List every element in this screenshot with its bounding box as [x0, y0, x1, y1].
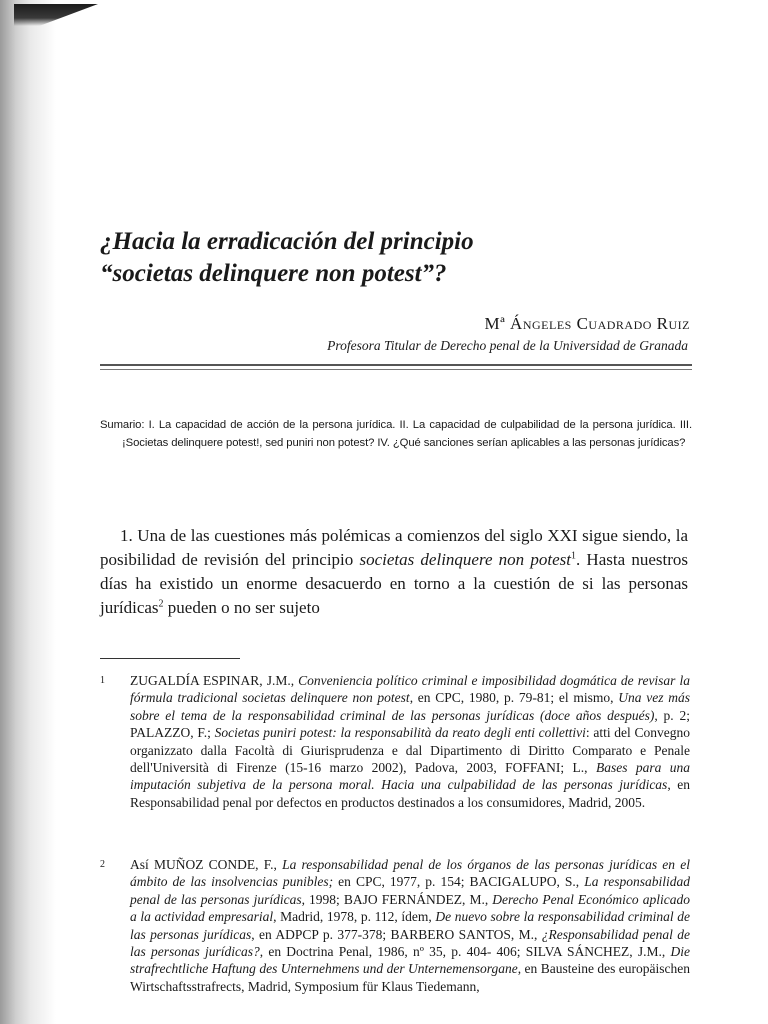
header-rule-thick [100, 364, 692, 366]
fn-text: , en Responsabilidad penal por defectos en productos destinados a los consumidores, Madrid, 2005. [130, 777, 690, 810]
book-spine-top-edge [14, 4, 98, 26]
footnote-ref-2: 2 [158, 598, 164, 610]
header-rule-thin [100, 369, 692, 370]
fn-italic: La responsabilidad penal de las personas jurídicas [130, 874, 690, 907]
fn-italic: ¿Responsabilidad penal de las personas jurídicas? [130, 926, 691, 960]
author-name-rest: ngeles Cuadrado Ruiz [522, 314, 690, 333]
para-text: . Hasta nuestros días ha existido un enorme desacuerdo en torno a la cuestión de si las personas jurídicas [100, 550, 688, 617]
fn-italic: Conveniencia político criminal e imposibilidad dogmática de revisar la fórmula tradicional societas delinquere non potest [130, 673, 690, 706]
fn-italic: La responsabilidad penal de los órganos de las personas jurídicas en el ámbito de las insolvencias punibles; [130, 857, 690, 890]
fn-text: , p. 2; PALAZZO, F.; [130, 707, 690, 741]
fn-text: , en ADPCP p. 377-378; BARBERO SANTOS, M., [251, 926, 542, 942]
para-italic-term: societas delinquere non potest [359, 550, 571, 569]
author-name [484, 314, 690, 334]
fn-text: , en Bausteine des europäischen Wirtschaftsstrafrects, Madrid, Symposium für Klaus Tiedemann, [130, 961, 690, 994]
footnote-1 [100, 672, 690, 811]
fn-italic: Societas puniri potest: la responsabilità da reato degli enti collettivi [214, 725, 586, 741]
fn-text: , en CPC, 1980, p. 79-81; el mismo, [409, 690, 619, 706]
footnote-number: 2 [100, 859, 105, 870]
footnote-number: 1 [100, 675, 105, 686]
para-text: pueden o no ser sujeto [163, 598, 320, 617]
summary: Sumario: I. La capacidad de acción de la persona jurídica. II. La capacidad de culpabilidad de la persona jurídica. III. ¡Societas delinquere potest!, sed puniri non potest? IV. ¿Qué sanciones serían aplicables a las personas jurídicas? [100, 419, 692, 449]
book-spine-shadow [0, 0, 56, 1024]
fn-text: , Madrid, 1978, p. 112, ídem, [273, 909, 436, 925]
author-affiliation: Profesora Titular de Derecho penal de la Universidad de Granada [327, 338, 688, 353]
fn-italic: De nuevo sobre la responsabilidad criminal de las personas jurídicas [130, 909, 691, 942]
para-text: 1. Una de las cuestiones más polémicas a comienzos del siglo XXI sigue siendo, la posibilidad de revisión del principio [100, 526, 688, 569]
author-name-prefix: Mª Á [484, 314, 523, 333]
fn-italic: Die strafrechtliche Haftung des Unternehmens und der Unternemensorgane [130, 944, 690, 977]
fn-text: , en Doctrina Penal, 1986, nº 35, p. 404- 406; SILVA SÁNCHEZ, J.M., [259, 944, 671, 960]
fn-italic: Una vez más sobre el tema de la responsabilidad criminal de las personas jurídicas (doce años después) [130, 690, 690, 723]
footnote-ref-1: 1 [570, 550, 576, 562]
fn-italic: Bases para una imputación subjetiva de la persona moral. Hacia una culpabilidad de las personas jurídicas [130, 760, 690, 793]
fn-text: en CPC, 1977, p. 154; BACIGALUPO, S., [333, 874, 585, 890]
footnote-body [130, 856, 690, 995]
footnote-body [130, 672, 690, 811]
article-title-line-2: “societas delinquere non potest”? [100, 260, 447, 287]
body-paragraph-1 [100, 524, 688, 620]
fn-text: , 1998; BAJO FERNÁNDEZ, M., [301, 891, 493, 907]
fn-italic: Derecho Penal Económico aplicado a la actividad empresarial [130, 891, 690, 925]
fn-text: ZUGALDÍA ESPINAR, J.M., [130, 673, 299, 688]
article-title-line-1: ¿Hacia la erradicación del principio [100, 228, 474, 255]
article-title [100, 226, 700, 290]
footnote-separator [100, 658, 240, 659]
fn-text: : atti del Convegno organizzato dalla Facoltà di Giurisprudenza e dal Dipartimento di Diritto Comparato e Penale dell'Università di Firenze (15-16 marzo 2002), Padova, 2003, FOFFANI; L., [130, 725, 690, 776]
footnote-2 [100, 856, 690, 995]
fn-text: Así MUÑOZ CONDE, F., [130, 857, 283, 872]
